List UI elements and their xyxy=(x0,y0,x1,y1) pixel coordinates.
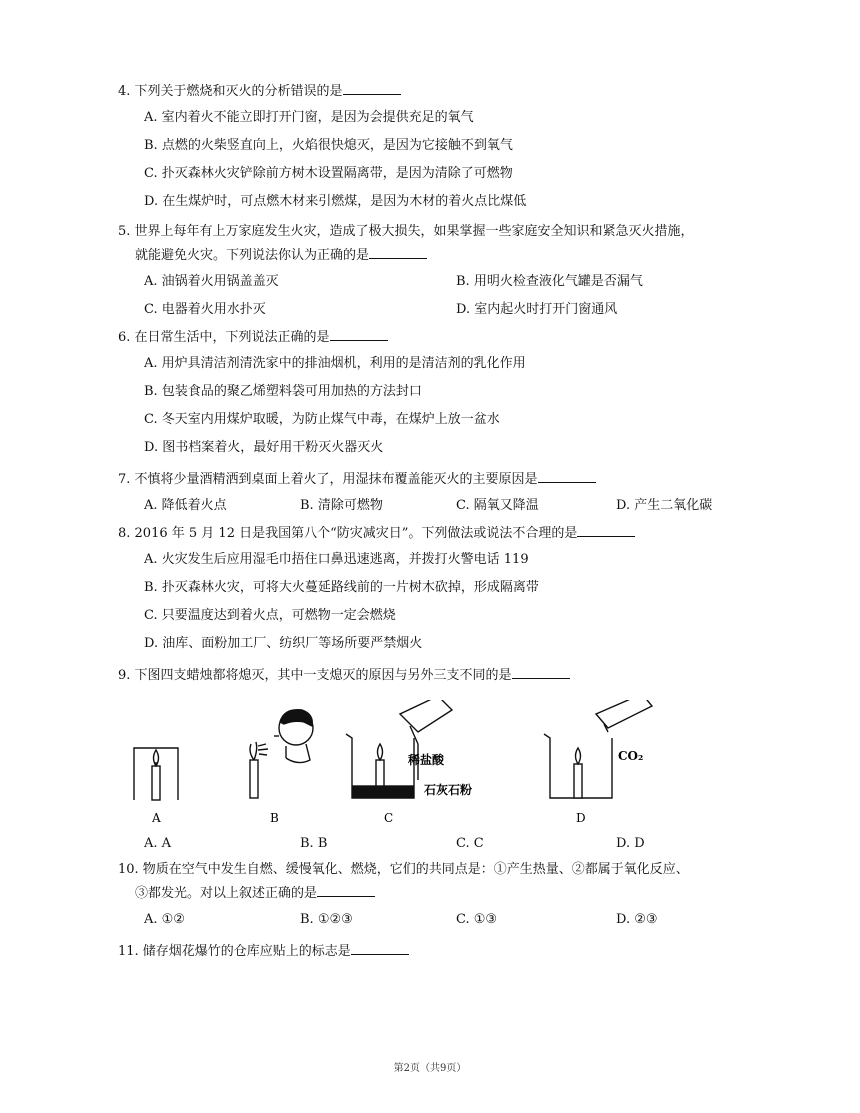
question-stem: 11. 储存烟花爆竹的仓库应贴上的标志是 xyxy=(118,940,798,964)
question-9-options xyxy=(118,830,798,858)
question-stem: 10. 物质在空气中发生自燃、缓慢氧化、燃烧，它们的共同点是：①产生热量、②都属于氧化反应、 xyxy=(118,862,689,877)
option-a: A. 火灾发生后应用湿毛巾捂住口鼻迅速逃离，并拨打火警电话 119 xyxy=(144,552,529,567)
option-a: A. A xyxy=(144,836,172,851)
question-9 xyxy=(118,664,798,688)
answer-blank[interactable] xyxy=(512,666,570,679)
option-d: D. ②③ xyxy=(616,912,658,927)
answer-blank[interactable] xyxy=(330,328,388,341)
candles-figure xyxy=(118,700,678,830)
question-stem: 4. 下列关于燃烧和灭火的分析错误的是 xyxy=(118,80,798,104)
option-a: A. 降低着火点 xyxy=(144,498,227,513)
answer-blank[interactable] xyxy=(577,524,635,537)
answer-blank[interactable] xyxy=(538,470,596,483)
page-footer: 第2页（共9页） xyxy=(393,1063,467,1074)
question-4 xyxy=(118,80,798,216)
option-b: B. ①②③ xyxy=(300,912,353,927)
figure-a-covered-candle xyxy=(134,748,178,800)
question-10 xyxy=(118,858,798,934)
question-6 xyxy=(118,326,798,462)
reagent-label-acid: 稀盐酸 xyxy=(408,753,445,767)
option-d: D. D xyxy=(616,836,645,851)
question-stem-cont: 就能避免火灾。下列说法你认为正确的是 xyxy=(118,244,798,268)
option-c: C. 只要温度达到着火点，可燃物一定会燃烧 xyxy=(144,608,396,623)
options-row xyxy=(118,492,798,520)
question-stem: 7. 不慎将少量酒精洒到桌面上着火了，用湿抹布覆盖能灭火的主要原因是 xyxy=(118,468,798,492)
options-row xyxy=(118,268,798,296)
option-d: D. 室内起火时打开门窗通风 xyxy=(456,302,618,317)
option-d: D. 产生二氧化碳 xyxy=(616,498,713,513)
question-stem: 8. 2016 年 5 月 12 日是我国第八个“防灾减灾日”。下列做法或说法不合理的是 xyxy=(118,522,798,546)
option-b: B. B xyxy=(300,836,328,851)
option-b: B. 扑灭森林火灾，可将大火蔓延路线前的一片树木砍掉，形成隔离带 xyxy=(144,580,539,595)
figure-b-blowing-candle xyxy=(250,710,313,798)
question-stem: 5. 世界上每年有上万家庭发生火灾，造成了极大损失，如果掌握一些家庭安全知识和紧急灭火措施， xyxy=(118,224,694,239)
option-b: B. 包装食品的聚乙烯塑料袋可用加热的方法封口 xyxy=(144,384,422,399)
options-row xyxy=(118,296,798,324)
reagent-label-limestone: 石灰石粉 xyxy=(424,783,473,797)
option-c: C. 电器着火用水扑灭 xyxy=(144,302,266,317)
option-a: A. 用炉具清洁剂清洗家中的排油烟机，利用的是清洁剂的乳化作用 xyxy=(144,356,526,371)
option-c: C. 隔氧又降温 xyxy=(456,498,539,513)
option-c: C. ①③ xyxy=(456,912,498,927)
option-d: D. 在生煤炉时，可点燃木材来引燃煤，是因为木材的着火点比煤低 xyxy=(144,194,527,209)
figure-label-d: D xyxy=(576,811,586,825)
option-c: C. 扑灭森林火灾铲除前方树木设置隔离带，是因为清除了可燃物 xyxy=(144,166,513,181)
option-c: C. C xyxy=(456,836,484,851)
answer-blank[interactable] xyxy=(351,942,409,955)
question-7 xyxy=(118,468,798,520)
option-a: A. ①② xyxy=(144,912,185,927)
option-a: A. 室内着火不能立即打开门窗，是因为会提供充足的氧气 xyxy=(144,110,474,125)
answer-blank[interactable] xyxy=(369,246,427,259)
answer-blank[interactable] xyxy=(343,82,401,95)
figure-label-c: C xyxy=(384,811,394,825)
question-5 xyxy=(118,220,798,324)
option-c: C. 冬天室内用煤炉取暖，为防止煤气中毒，在煤炉上放一盆水 xyxy=(144,412,500,427)
option-d: D. 油库、面粉加工厂、纺织厂等场所要严禁烟火 xyxy=(144,636,423,651)
option-b: B. 点燃的火柴竖直向上，火焰很快熄灭，是因为它接触不到氧气 xyxy=(144,138,513,153)
option-d: D. 图书档案着火，最好用干粉灭火器灭火 xyxy=(144,440,384,455)
question-8 xyxy=(118,522,798,658)
figure-label-a: A xyxy=(152,811,161,825)
question-stem: 6. 在日常生活中，下列说法正确的是 xyxy=(118,326,798,350)
answer-blank[interactable] xyxy=(317,884,375,897)
question-stem-cont: ③都发光。对以上叙述正确的是 xyxy=(118,882,798,906)
gas-label-co2: CO₂ xyxy=(618,749,644,763)
option-b: B. 用明火检查液化气罐是否漏气 xyxy=(456,274,643,289)
option-a: A. 油锅着火用锅盖盖灭 xyxy=(144,274,279,289)
option-b: B. 清除可燃物 xyxy=(300,498,383,513)
options-row xyxy=(118,906,798,934)
candles-figure-svg xyxy=(118,700,678,830)
question-stem: 9. 下图四支蜡烛都将熄灭，其中一支熄灭的原因与另外三支不同的是 xyxy=(118,664,798,688)
options-row xyxy=(118,830,798,858)
question-11 xyxy=(118,940,798,964)
figure-label-b: B xyxy=(270,811,279,825)
